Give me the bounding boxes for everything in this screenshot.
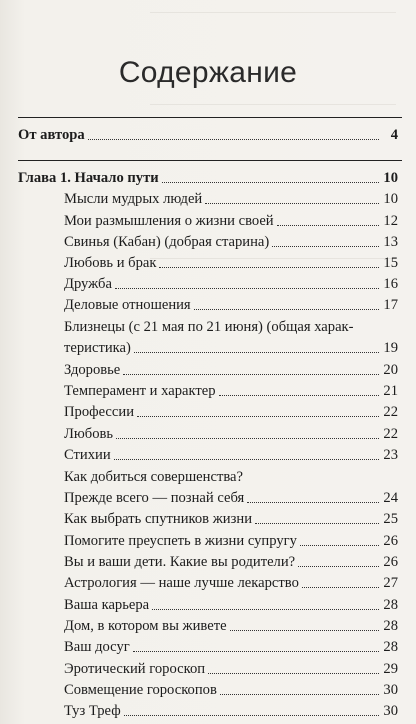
toc-page-number: 24 [383, 490, 398, 506]
toc-entry-row[interactable] [64, 656, 398, 678]
toc-page-number: 21 [383, 383, 398, 399]
toc-entry-row[interactable] [64, 464, 398, 486]
dot-leader [272, 246, 379, 247]
dot-leader [302, 587, 379, 588]
toc-entry-label: Деловые отношения [64, 297, 191, 313]
toc-entry-row[interactable] [64, 549, 398, 571]
toc-entry-label: Астрология — наше лучше лекарство [64, 575, 299, 591]
bleed-through-line [150, 104, 396, 105]
dot-leader [162, 182, 379, 183]
toc-entry-label: Ваша карьера [64, 597, 150, 613]
dot-leader [255, 523, 379, 524]
dot-leader [208, 673, 379, 674]
top-rule [18, 117, 402, 118]
toc-page-number: 16 [383, 276, 398, 292]
toc-page-number: 22 [383, 426, 398, 442]
dot-leader [124, 715, 379, 716]
toc-entry-label: Здоровье [64, 362, 121, 378]
toc-page-number: 12 [383, 213, 398, 229]
toc-entry-label: Дружба [64, 276, 112, 292]
dot-leader [133, 651, 379, 652]
toc-entry-row[interactable] [64, 634, 398, 656]
dot-leader [194, 309, 379, 310]
toc-entry-label: От автора [18, 127, 85, 143]
toc-entry-label: Любовь и брак [64, 255, 157, 271]
dot-leader [123, 374, 379, 375]
toc-entry-label: Глава 1. Начало пути [18, 170, 159, 186]
toc-page-number: 30 [383, 703, 398, 719]
toc-entry-label: Эротический гороскоп [64, 661, 206, 677]
toc-entry-label: Мои размышления о жизни своей [64, 213, 274, 229]
dot-leader [88, 139, 379, 140]
toc-page-number: 10 [383, 170, 398, 186]
toc-entry-row[interactable] [64, 442, 398, 464]
toc-entry-row[interactable] [64, 271, 398, 293]
toc-entry-row[interactable] [64, 250, 398, 272]
toc-entry-label: Стихии [64, 447, 111, 463]
toc-entry-label: Помогите преуспеть в жизни супругу [64, 533, 297, 549]
toc-entry-row[interactable] [64, 229, 398, 251]
dot-leader [134, 352, 379, 353]
toc-page-number: 23 [383, 447, 398, 463]
toc-page-number: 20 [383, 362, 398, 378]
toc-entry-label: Совмещение гороскопов [64, 682, 217, 698]
toc-entry-label: Вы и ваши дети. Какие вы родители? [64, 554, 296, 570]
section-rule [18, 160, 402, 161]
toc-page-number: 15 [383, 255, 398, 271]
toc-entry-label: Мысли мудрых людей [64, 191, 203, 207]
toc-entry-label: Ваш досуг [64, 639, 130, 655]
toc-page-number: 13 [383, 234, 398, 250]
toc-entry-row[interactable] [64, 378, 398, 400]
toc-entry-label: Как добиться совершенства? [64, 469, 243, 485]
toc-entry-row[interactable] [64, 613, 398, 635]
toc-page-number: 28 [383, 618, 398, 634]
dot-leader [300, 545, 379, 546]
dot-leader [116, 438, 379, 439]
toc-page-number: 29 [383, 661, 398, 677]
toc-entry-label: Как выбрать спутников жизни [64, 511, 253, 527]
toc-entry-row[interactable] [64, 186, 398, 208]
toc-entry-row[interactable] [64, 314, 398, 336]
dot-leader [205, 203, 379, 204]
toc-page-number: 25 [383, 511, 398, 527]
toc-page-number: 17 [383, 297, 398, 313]
toc-entry-row[interactable] [64, 208, 398, 230]
toc-page-number: 4 [390, 127, 398, 143]
toc-entry-row[interactable] [64, 506, 398, 528]
toc-entry-label: Профессии [64, 404, 135, 420]
dot-leader [114, 459, 379, 460]
toc-entry-label: Прежде всего — познай себя [64, 490, 245, 506]
dot-leader [247, 502, 379, 503]
dot-leader [220, 694, 379, 695]
toc-entry-row[interactable] [64, 592, 398, 614]
toc-entry-row[interactable] [64, 677, 398, 699]
toc-entry-row[interactable] [64, 528, 398, 550]
toc-page-number: 10 [383, 191, 398, 207]
dot-leader [152, 609, 379, 610]
toc-chapter-row[interactable] [18, 122, 398, 144]
dot-leader [137, 416, 379, 417]
dot-leader [159, 267, 379, 268]
toc-entry-label: Близнецы (с 21 мая по 21 июня) (общая харак- [64, 319, 354, 335]
dot-leader [298, 566, 379, 567]
dot-leader [115, 288, 379, 289]
toc-entry-row[interactable] [64, 335, 398, 357]
toc-entry-row[interactable] [64, 698, 398, 720]
toc-entry-row[interactable] [64, 570, 398, 592]
toc-entry-label: Свинья (Кабан) (добрая старина) [64, 234, 270, 250]
toc-entry-row[interactable] [64, 357, 398, 379]
dot-leader [219, 395, 379, 396]
dot-leader [277, 225, 379, 226]
toc-page-number: 19 [383, 340, 398, 356]
toc-page-number: 28 [383, 639, 398, 655]
bleed-through-line [150, 12, 396, 13]
toc-entry-row[interactable] [64, 421, 398, 443]
toc-entry-row[interactable] [64, 485, 398, 507]
toc-page-number: 22 [383, 404, 398, 420]
toc-chapter-row[interactable] [18, 165, 398, 187]
toc-entry-label: Темперамент и характер [64, 383, 216, 399]
toc-entry-label: Дом, в котором вы живете [64, 618, 227, 634]
toc-page-number: 26 [383, 554, 398, 570]
toc-entry-row[interactable] [64, 292, 398, 314]
toc-page-number: 27 [383, 575, 398, 591]
toc-page-number: 30 [383, 682, 398, 698]
toc-entry-row[interactable] [64, 399, 398, 421]
toc-entry-label: теристика) [64, 340, 131, 356]
toc-page-number: 26 [383, 533, 398, 549]
page-title: Содержание [118, 56, 298, 90]
dot-leader [230, 630, 379, 631]
toc-page-number: 28 [383, 597, 398, 613]
toc-entry-label: Любовь [64, 426, 114, 442]
toc-entry-label: Туз Треф [64, 703, 121, 719]
